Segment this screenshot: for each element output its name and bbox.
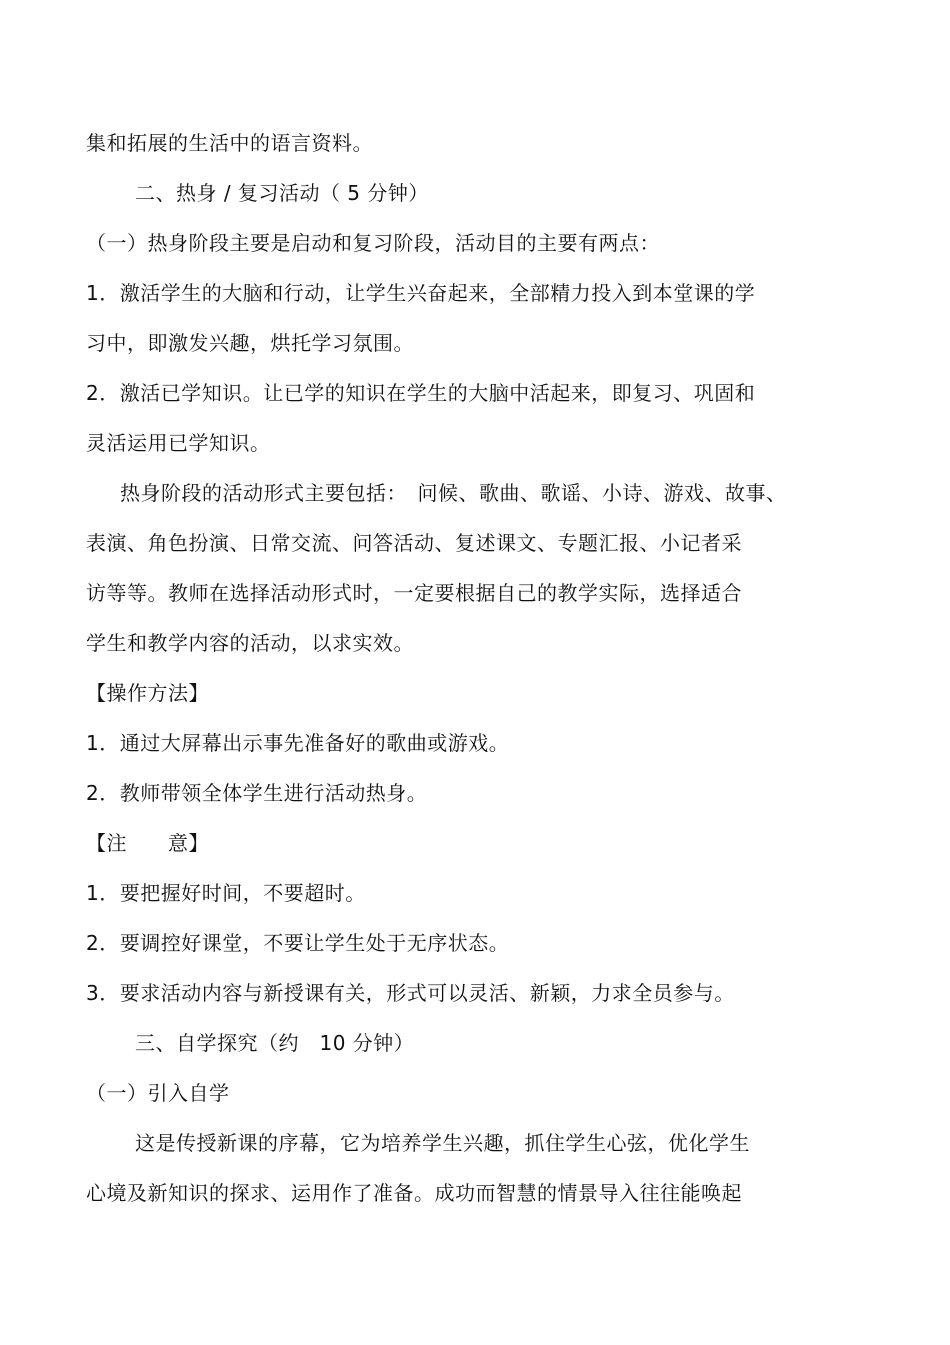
text-line: 集和拓展的生活中的语言资料。 bbox=[86, 131, 373, 155]
text-line: 2．激活已学知识。让已学的知识在学生的大脑中活起来，即复习、巩固和 bbox=[86, 381, 756, 405]
text-line: 热身阶段的活动形式主要包括： 问候、歌曲、歌谣、小诗、游戏、故事、 bbox=[120, 481, 787, 505]
text-line: 这是传授新课的序幕，它为培养学生兴趣，抓住学生心弦，优化学生 bbox=[135, 1131, 750, 1155]
text-line: 心境及新知识的探求、运用作了准备。成功而智慧的情景导入往往能唤起 bbox=[86, 1181, 742, 1205]
subsection-heading: （一）引入自学 bbox=[86, 1081, 230, 1105]
bracket-heading: 【注 意】 bbox=[86, 831, 209, 855]
list-item: 2．要调控好课堂，不要让学生处于无序状态。 bbox=[86, 931, 510, 955]
list-item: 2．教师带领全体学生进行活动热身。 bbox=[86, 781, 428, 805]
text-line: 1．激活学生的大脑和行动，让学生兴奋起来，全部精力投入到本堂课的学 bbox=[86, 281, 756, 305]
subsection-heading: （一）热身阶段主要是启动和复习阶段，活动目的主要有两点： bbox=[86, 231, 660, 255]
list-item: 1．通过大屏幕出示事先准备好的歌曲或游戏。 bbox=[86, 731, 510, 755]
text-line: 表演、角色扮演、日常交流、问答活动、复述课文、专题汇报、小记者采 bbox=[86, 531, 742, 555]
section-heading: 三、自学探究（约 10 分钟） bbox=[135, 1031, 415, 1055]
text-line: 习中，即激发兴趣，烘托学习氛围。 bbox=[86, 331, 414, 355]
bracket-heading: 【操作方法】 bbox=[86, 681, 209, 705]
text-line: 学生和教学内容的活动，以求实效。 bbox=[86, 631, 414, 655]
section-heading: 二、热身 / 复习活动（ 5 分钟） bbox=[135, 181, 429, 205]
list-item: 1．要把握好时间，不要超时。 bbox=[86, 881, 366, 905]
text-line: 访等等。教师在选择活动形式时，一定要根据自己的教学实际，选择适合 bbox=[86, 581, 742, 605]
text-line: 灵活运用已学知识。 bbox=[86, 431, 271, 455]
list-item: 3．要求活动内容与新授课有关，形式可以灵活、新颖，力求全员参与。 bbox=[86, 981, 735, 1005]
